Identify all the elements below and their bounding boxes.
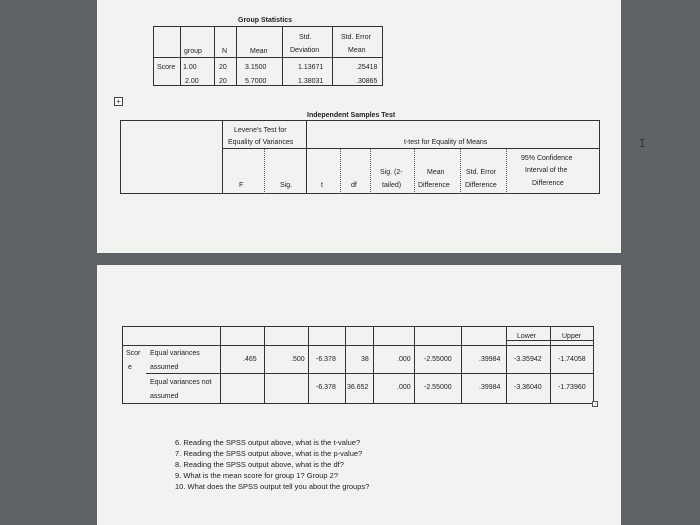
row2-mean: 5.7000 [245,78,267,85]
ttest-title: t-test for Equality of Means [404,139,488,146]
header-sed-1: Std. Error [466,169,496,176]
row1-upper: -1.74058 [558,356,586,363]
question-6: 6. Reading the SPSS output above, what is the t-value? [175,438,361,447]
ci-title-2: Interval of the [525,167,568,174]
header-std-err-1: Std. Error [341,34,371,41]
question-7: 7. Reading the SPSS output above, what is the p-value? [175,449,363,458]
row1-se: .25418 [356,64,378,71]
row1-sed: .39984 [479,356,501,363]
row-label-score-2: e [128,364,132,371]
header-upper: Upper [562,333,582,340]
row1-label-2: assumed [150,364,179,371]
row2-sig2: .000 [397,384,411,391]
independent-samples-title: Independent Samples Test [307,112,396,119]
row2-df: 36.652 [347,384,369,391]
row1-mean: 3.1500 [245,64,267,71]
header-group: group [184,48,202,55]
header-sig: Sig. [280,182,293,189]
header-n: N [222,48,228,55]
header-std-dev-2: Deviation [290,47,320,54]
row-label-score-1: Scor [126,350,141,357]
ci-title-1: 95% Confidence [521,155,573,162]
ci-title-3: Difference [532,180,564,187]
header-sed-2: Difference [465,182,497,189]
row2-group: 2.00 [185,78,199,85]
levene-title-2: Equality of Variances [228,139,294,146]
row1-md: -2.55000 [424,356,452,363]
resize-handle[interactable] [592,401,598,407]
header-md-2: Difference [418,182,450,189]
header-std-err-2: Mean [348,47,366,54]
row1-t: -6.378 [316,356,336,363]
row1-f: .465 [243,356,257,363]
row1-label-1: Equal variances [150,350,200,357]
row2-n: 20 [219,78,227,85]
header-md-1: Mean [427,169,445,176]
header-t: t [321,182,323,189]
levene-title-1: Levene's Test for [234,127,287,134]
header-sig2-1: Sig. (2- [380,169,403,176]
row-label-score: Score [157,64,176,71]
row2-lower: -3.36040 [514,384,542,391]
row2-t: -6.378 [316,384,336,391]
header-df: df [351,182,357,189]
row2-upper: -1.73960 [558,384,586,391]
header-std-dev-1: Std. [299,34,312,41]
row2-md: -2.55000 [424,384,452,391]
header-lower: Lower [517,333,537,340]
row1-sig2: .000 [397,356,411,363]
row2-se: .30865 [356,78,378,85]
row2-sd: 1.38031 [298,78,324,85]
row1-n: 20 [219,64,227,71]
row1-sig: .500 [291,356,305,363]
header-sig2-2: tailed) [382,182,402,189]
group-statistics-title: Group Statistics [238,17,293,24]
question-8: 8. Reading the SPSS output above, what is the df? [175,460,344,469]
row1-group: 1.00 [183,64,197,71]
question-10: 10. What does the SPSS output tell you about the groups? [175,482,370,491]
row2-label-1: Equal variances not [150,379,212,386]
question-9: 9. What is the mean score for group 1? Group 2? [175,471,339,480]
row2-sed: .39984 [479,384,501,391]
row2-label-2: assumed [150,393,179,400]
text-cursor-icon: I [639,137,646,150]
header-mean: Mean [250,48,268,55]
header-f: F [239,182,244,189]
row1-sd: 1.13671 [298,64,324,71]
row1-lower: -3.35942 [514,356,542,363]
expand-icon[interactable]: + [114,97,123,106]
row1-df: 38 [361,356,369,363]
